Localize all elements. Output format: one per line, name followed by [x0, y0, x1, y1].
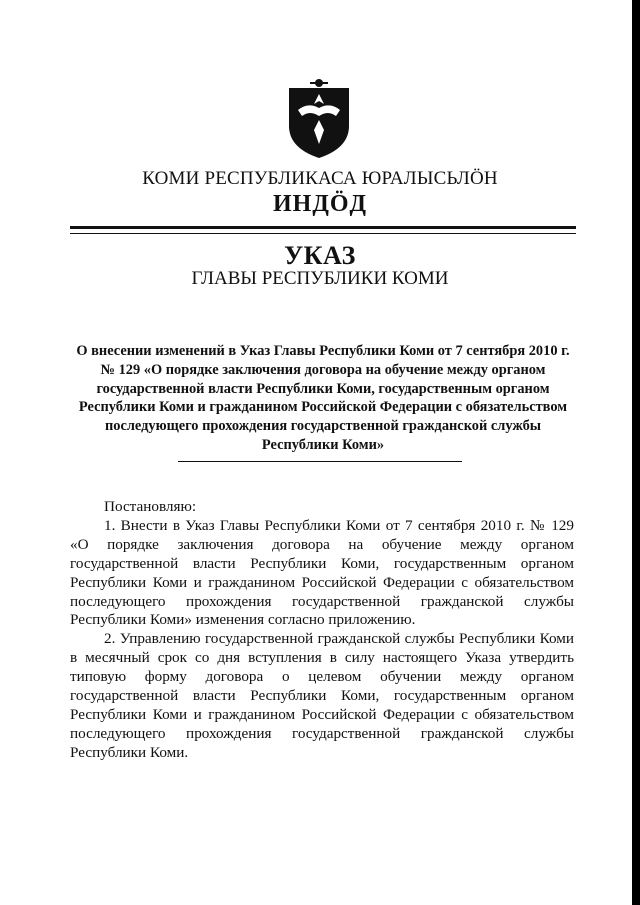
body-paragraph-1: 1. Внести в Указ Главы Республики Коми от 7 сентября 2010 г. № 129 «О порядке заключения договора на обучение между органом государственной власти Республики Коми, государственным органом Республики Коми и гражданином Российской Федерации с обязательством последующего прохождения государственной гражданской службы Республики Коми» изменения согласно приложению. — [70, 516, 574, 629]
document-body — [70, 498, 574, 763]
scan-edge — [632, 0, 640, 905]
document-type-title: УКАЗ — [284, 241, 356, 270]
document-title: О внесении изменений в Указ Главы Республики Коми от 7 сентября 2010 г. № 129 «О порядке заключения договора на обучение между органом государственной власти Республики Коми, государственным органом Республики Коми и гражданином Российской Федерации с обязательством последующего прохождения государственной гражданской службы Республики Коми» — [76, 343, 570, 453]
title-underline — [178, 461, 462, 462]
header-divider-thin — [70, 233, 576, 234]
coat-of-arms-icon — [286, 74, 352, 160]
body-paragraph-2: 2. Управлению государственной гражданской службы Республики Коми в месячный срок со дня вступления в силу настоящего Указа утвердить типовую форму договора о целевом обучении между органом государственной власти Республики Коми, государственным органом Республики Коми и гражданином Российской Федерации с обязательством последующего прохождения государственной гражданской службы Республики Коми. — [70, 630, 574, 761]
document-type-subtitle: ГЛАВЫ РЕСПУБЛИКИ КОМИ — [191, 268, 449, 289]
header-republic-line: КОМИ РЕСПУБЛИКАСА ЮРАЛЫСЬЛÖН — [142, 168, 498, 189]
header-divider-thick — [70, 226, 576, 229]
header-decree-komi: ИНДÖД — [272, 191, 368, 217]
body-intro: Постановляю: — [104, 498, 197, 515]
